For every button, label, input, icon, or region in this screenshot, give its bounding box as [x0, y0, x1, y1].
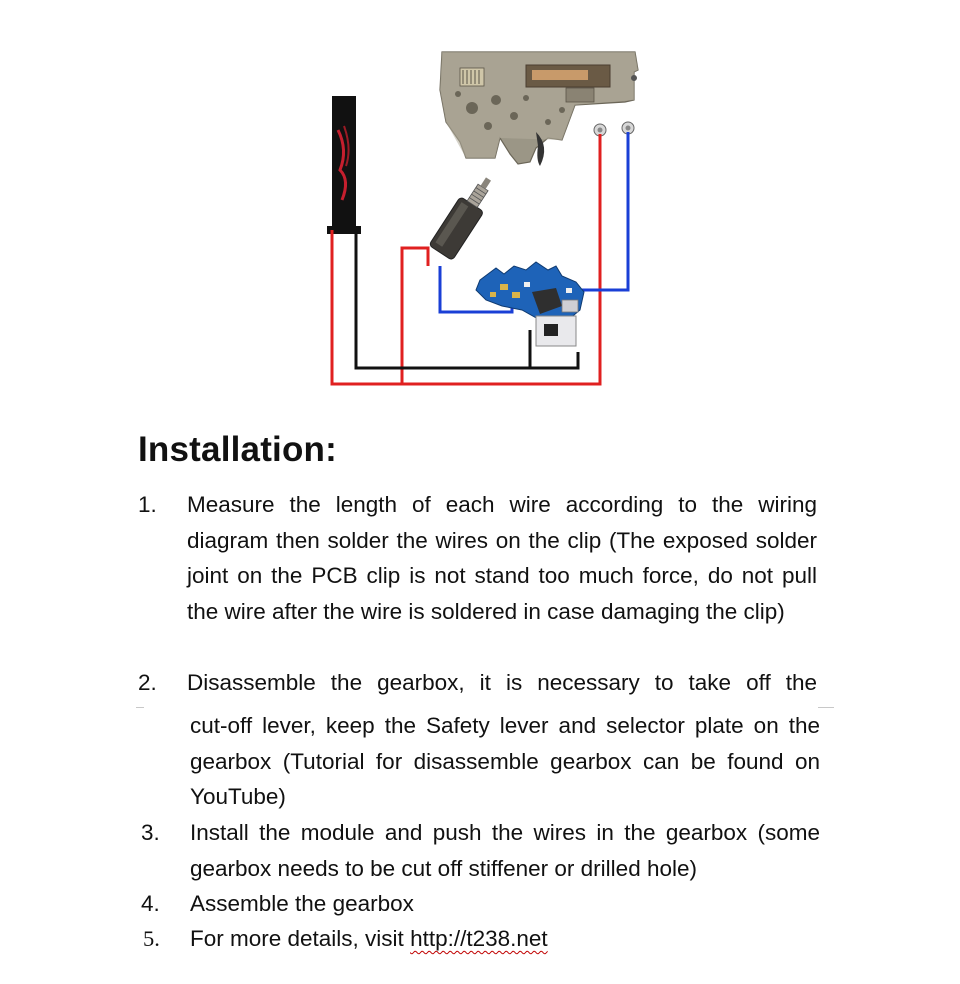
step-4	[0, 886, 960, 922]
step-2-continued	[0, 708, 960, 818]
motor-icon	[429, 171, 500, 260]
battery-icon	[327, 96, 361, 234]
step-text: Install the module and push the wires in the gearbox (some gearbox needs to be cut off stiffener or drilled hole)	[190, 820, 820, 881]
step-text-line-1: Disassemble the gearbox, it is necessary to take off the	[187, 670, 817, 695]
step-number: 3.	[141, 820, 160, 845]
step-text: Measure the length of each wire according to the wiring diagram then solder the wires on the clip (The exposed solder joint on the PCB clip is not stand too much force, do not pull the wire after the wire is soldered in case damaging the clip)	[187, 492, 817, 624]
step-text	[190, 921, 820, 957]
details-prefix: For more details, visit	[190, 926, 411, 951]
step-3	[0, 815, 960, 890]
website-link[interactable]: http://t238.net	[410, 926, 548, 951]
wiring-diagram	[300, 30, 660, 400]
installation-heading: Installation:	[138, 430, 337, 469]
step-number: 2.	[138, 670, 157, 695]
step-number: 1.	[138, 492, 157, 517]
step-text-rest: cut-off lever, keep the Safety lever and selector plate on the gearbox (Tutorial for disassemble gearbox can be found on YouTube)	[190, 713, 820, 809]
step-number: 4.	[141, 891, 160, 916]
step-text: Assemble the gearbox	[190, 891, 414, 916]
step-1	[0, 487, 960, 667]
step-5	[0, 921, 960, 957]
gearbox-icon	[440, 52, 638, 166]
step-number: 5.	[143, 926, 160, 951]
